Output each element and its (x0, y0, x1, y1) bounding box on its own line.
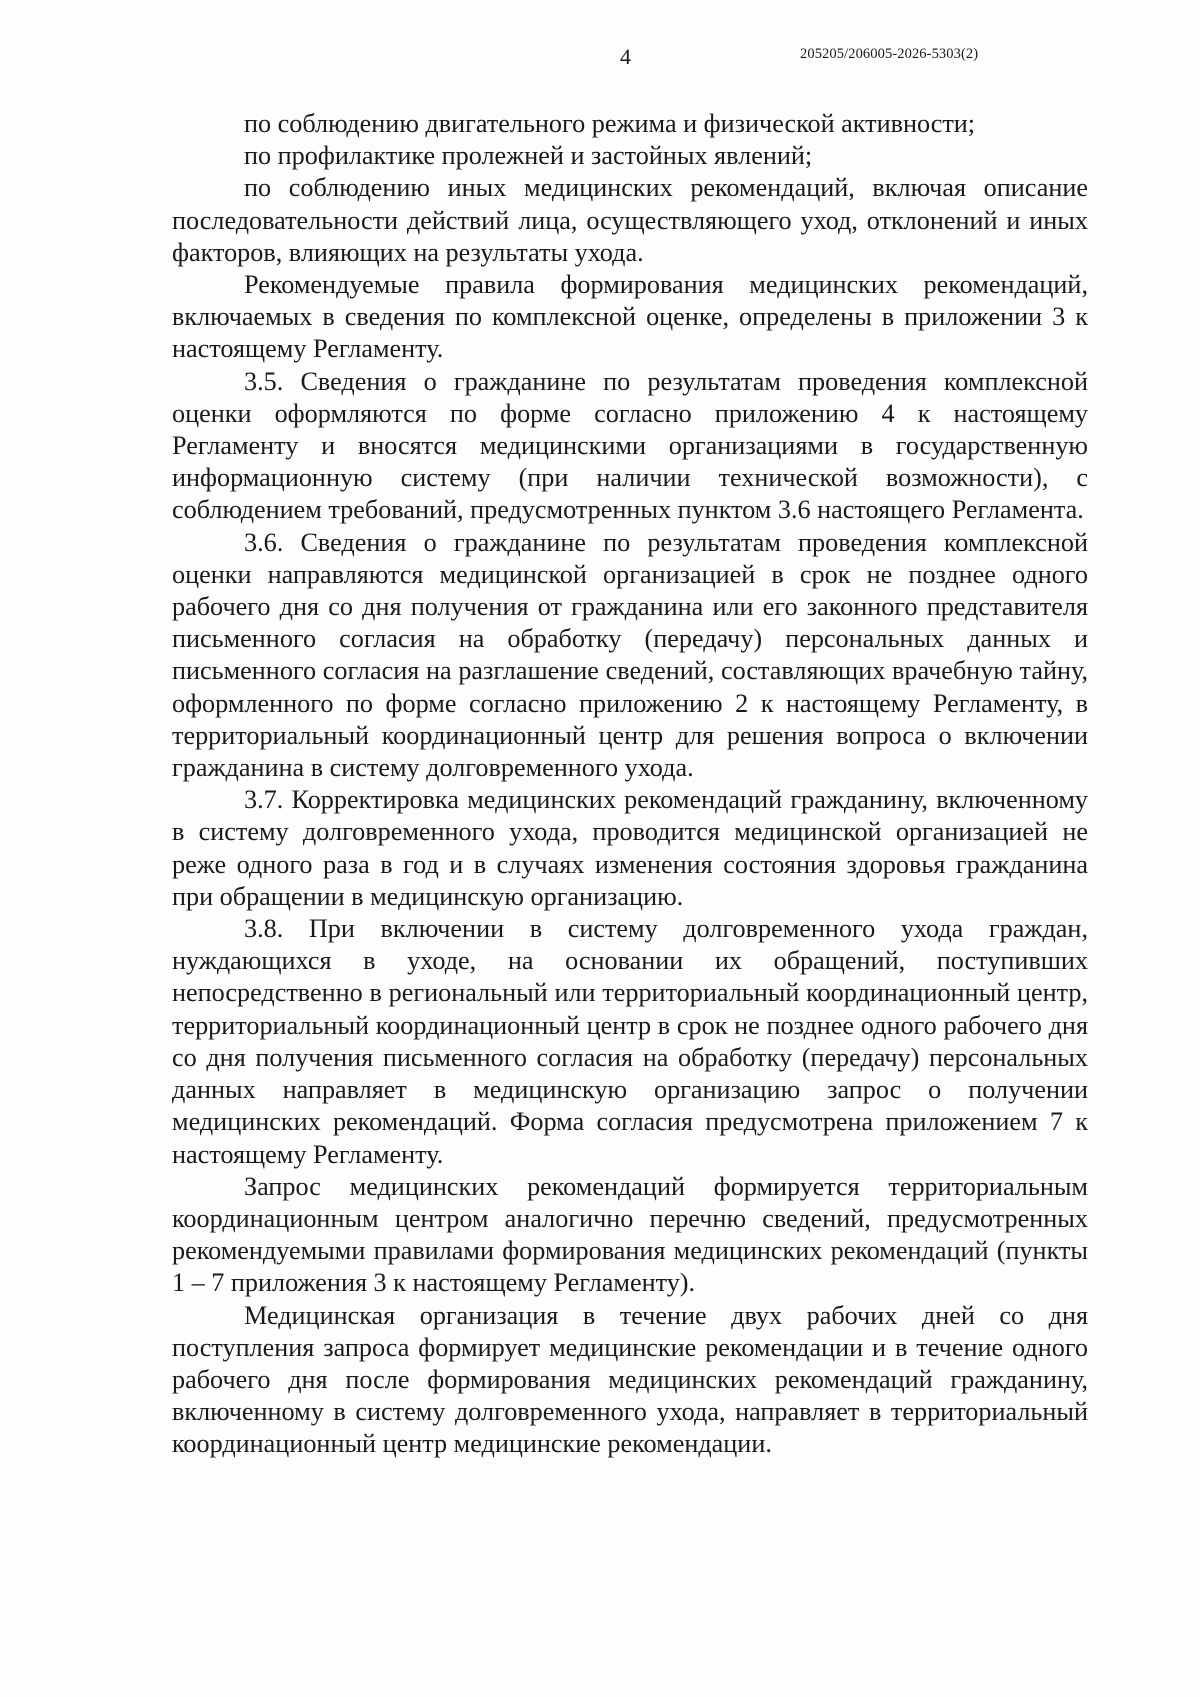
paragraph-3-8: 3.8. При включении в систему долговременного ухода граждан, нуждающихся в уходе, на основании их обращений, поступивших непосредственно в региональный или территориальный координационный центр, территориальный координационный центр в срок не позднее одного рабочего дня со дня получения письменного согласия на обработку (передачу) персональных данных направляет в медицинскую организацию запрос о получении медицинских рекомендаций. Форма согласия предусмотрена приложением 7 к настоящему Регламенту. (172, 914, 1088, 1169)
paragraph-3-6: 3.6. Сведения о гражданине по результатам проведения комплексной оценки направляются медицинской организацией в срок не позднее одного рабочего дня со дня получения от гражданина или его законного представителя письменного согласия на обработку (передачу) персональных данных и письменного согласия на разглашение сведений, составляющих врачебную тайну, оформленного по форме согласно приложению 2 к настоящему Регламенту, в территориальный координационный центр для решения вопроса о включении гражданина в систему долговременного ухода. (172, 527, 1088, 783)
paragraph-bedsore-prevention: по профилактике пролежней и застойных явлений; (244, 141, 813, 171)
document-code: 205205/206005-2026-5303(2) (800, 46, 979, 62)
paragraph-3-5: 3.5. Сведения о гражданине по результатам проведения комплексной оценки оформляются по форме согласно приложению 4 к настоящему Регламенту и вносятся медицинскими организациями в государственную информационную систему (при наличии технической возможности), с соблюдением требований, предусмотренных пунктом 3.6 настоящего Регламента. (172, 366, 1088, 525)
paragraph-recommendation-rules: Рекомендуемые правила формирования медицинских рекомендаций, включаемых в сведения по комплексной оценке, определены в приложении 3 к настоящему Регламенту. (172, 270, 1088, 364)
page-number: 4 (620, 44, 631, 69)
paragraph-request-formation: Запрос медицинских рекомендаций формируется территориальным координационным центром аналогично перечню сведений, предусмотренных рекомендуемыми правилами формирования медицинских рекомендаций (пункты 1 – 7 приложения 3 к настоящему Регламенту). (172, 1171, 1088, 1298)
paragraph-3-7: 3.7. Корректировка медицинских рекомендаций гражданину, включенному в систему долговременного ухода, проводится медицинской организацией не реже одного раза в год и в случаях изменения состояния здоровья гражданина при обращении в медицинскую организацию. (172, 785, 1088, 911)
paragraph-motor-regime: по соблюдению двигательного режима и физической активности; (244, 109, 976, 138)
paragraph-medical-organization-response: Медицинская организация в течение двух рабочих дней со дня поступления запроса формирует медицинские рекомендации и в течение одного рабочего дня после формирования медицинских рекомендаций гражданину, включенному в систему долговременного ухода, направляет в территориальный координационный центр медицинские рекомендации. (172, 1300, 1088, 1459)
paragraph-other-recommendations: по соблюдению иных медицинских рекомендаций, включая описание последовательности действий лица, осуществляющего уход, отклонений и иных факторов, влияющих на результаты ухода. (172, 173, 1088, 267)
document-body (172, 108, 1088, 1461)
